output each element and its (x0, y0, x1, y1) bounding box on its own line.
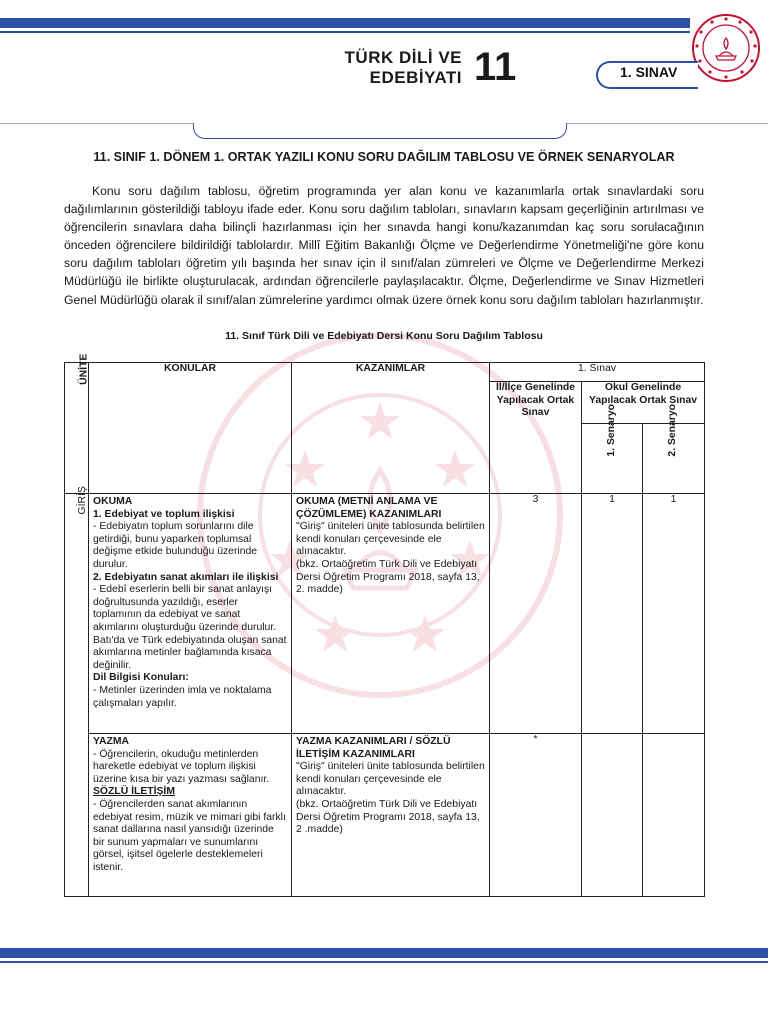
row-2-scenario-1-count (582, 734, 643, 897)
exam-label: 1. SINAV (620, 64, 678, 80)
writing-outcomes-heading: YAZMA KAZANIMLARI / SÖZLÜ İLETİŞİM KAZANIMLARI (296, 736, 451, 760)
distribution-table (64, 353, 705, 897)
reading-outcomes-heading: OKUMA (METNİ ANLAMA VE ÇÖZÜMLEME) KAZANIMLARI (296, 496, 442, 520)
intro-paragraph: Konu soru dağılım tablosu, öğretim programında yer alan konu ve kazanımlarla ortak sınavlardaki soru dağılımlarının gösterildiği tabloyu ifade eder. Konu soru dağılım tabloları, sınavların kapsam geçerliğinin artırılması ve öğrencilerin sınavlara daha bilinçli hazırlanması için her sınavda hangi konu/kazanımdan kaç soru sorulacağının önceden öğrencilere bildirildiği tablolardır. Millî Eğitim Bakanlığı Ölçme ve Değerlendirme Yönetmeliği'ne göre konu soru dağılım tabloları öğretim yılı başında her sınav için il sınıf/alan zümreleri ve Ölçme ve Değerlendirme Merkezi Müdürlüğü ile birlikte oluşturulacak, ardından öğrencilerle paylaşılacaktır. Ölçme, Değerlendirme ve Sınav Hizmetleri Genel Müdürlüğü olarak il sınıf/alan zümrelerine yardımcı olmak üzere örnek konu soru dağılım tabloları hazırlanmıştır. (64, 184, 704, 307)
outcomes-header: KAZANIMLAR (292, 363, 490, 494)
header-tab-decoration (193, 123, 567, 139)
writing-text: - Öğrencilerin, okuduğu metinlerden hareketle edebiyat ve toplum ilişkisi üzerine kısa bir yazı yazması sağlanır. (93, 748, 270, 785)
row-2-outcomes (292, 734, 490, 897)
writing-outcomes-text: "Giriş" üniteleri ünite tablosunda belirtilen kendi konuları çerçevesinde ele alınacaktır. (296, 761, 485, 798)
reading-outcomes-ref: (bkz. Ortaöğretim Türk Dili ve Edebiyatı Dersi Öğretim Programı 2018, sayfa 13, 2. madde) (296, 558, 480, 596)
grammar-text: - Metinler üzerinden imla ve noktalama çalışmaları yapılır. (93, 684, 272, 709)
table-caption: 11. Sınıf Türk Dili ve Edebiyatı Dersi Konu Soru Dağılım Tablosu (225, 330, 543, 342)
table-row (65, 494, 705, 734)
subject-title (300, 48, 462, 88)
grade-number: 11 (474, 45, 517, 89)
bottom-blue-band (0, 948, 768, 958)
top-blue-band (0, 18, 690, 28)
row-2-provincial-count: * (490, 734, 582, 897)
top-blue-rule (0, 31, 690, 33)
topic-2-text: - Edebî eserlerin belli bir sanat anlayışı doğrultusunda yazıldığı, eserler toplamının da edebiyat ve sanat akımlarını oluşturduğu üzerinde durulur. Batı'da ve Türk edebiyatında oluşan sanat akımlarına metinler bağlamında kısaca değinilir. (93, 584, 287, 671)
scenario-1-header-cell (582, 404, 643, 494)
speaking-text: - Öğrencilerden sanat akımlarının edebiyat resim, müzik ve mimari gibi farklı sanat dallarına nasıl yansıdığı üzerinde bir sunum yapmaları ve sunumlarını görsel, işitsel ögelerle desteklemeleri istenir. (93, 798, 286, 873)
school-exam-header: Okul Genelinde Yapılacak Ortak Sınav (582, 382, 705, 424)
topics-header: KONULAR (89, 363, 292, 494)
writing-heading: YAZMA (93, 736, 129, 747)
row-2-topics (89, 734, 292, 897)
topic-1-title: 1. Edebiyat ve toplum ilişkisi (93, 508, 235, 520)
grammar-title: Dil Bilgisi Konuları: (93, 672, 189, 684)
scenario-1-header: 1. Senaryo (605, 404, 617, 457)
reading-outcomes-text: "Giriş" üniteleri ünite tablosunda belirtilen kendi konuları çerçevesinde ele alınacaktır. (296, 521, 485, 558)
topic-1-text: - Edebiyatın toplum sorunlarını dile getirdiği, bunu yaparken toplumsal değişme etkide bulunduğu üzerinde durulur. (93, 521, 258, 570)
meb-seal-icon (690, 12, 762, 84)
table-row (65, 734, 705, 897)
unit-header: ÜNİTE (78, 353, 90, 385)
exam-header: 1. Sınav (490, 363, 705, 382)
writing-outcomes-ref: (bkz. Ortaöğretim Türk Dili ve Edebiyatı Dersi Öğretim Programı 2018, sayfa 13, 2 .madde) (296, 798, 480, 836)
unit-header-cell (65, 353, 90, 494)
row-1-scenario-1-count: 1 (582, 494, 643, 734)
subject-line-2: EDEBİYATI (369, 68, 462, 87)
scenario-2-header: 2. Senaryo (667, 404, 679, 457)
row-2-scenario-2-count (643, 734, 705, 897)
row-1-topics (89, 494, 292, 734)
reading-heading: OKUMA (93, 496, 133, 507)
bottom-blue-rule (0, 961, 768, 963)
provincial-exam-header: İl/İlçe Genelinde Yapılacak Ortak Sınav (490, 382, 582, 494)
topic-2-title: 2. Edebiyatın sanat akımları ile ilişkisi (93, 571, 279, 583)
unit-name: GİRİŞ (76, 486, 88, 515)
scenario-2-header-cell (643, 404, 705, 494)
row-1-outcomes (292, 494, 490, 734)
unit-name-cell (65, 486, 89, 897)
row-1-scenario-2-count: 1 (643, 494, 705, 734)
row-1-provincial-count: 3 (490, 494, 582, 734)
document-title: 11. SINIF 1. DÖNEM 1. ORTAK YAZILI KONU SORU DAĞILIM TABLOSU VE ÖRNEK SENARYOLAR (93, 150, 675, 164)
subject-line-1: TÜRK DİLİ VE (344, 48, 462, 67)
speaking-heading: SÖZLÜ İLETİŞİM (93, 786, 175, 798)
